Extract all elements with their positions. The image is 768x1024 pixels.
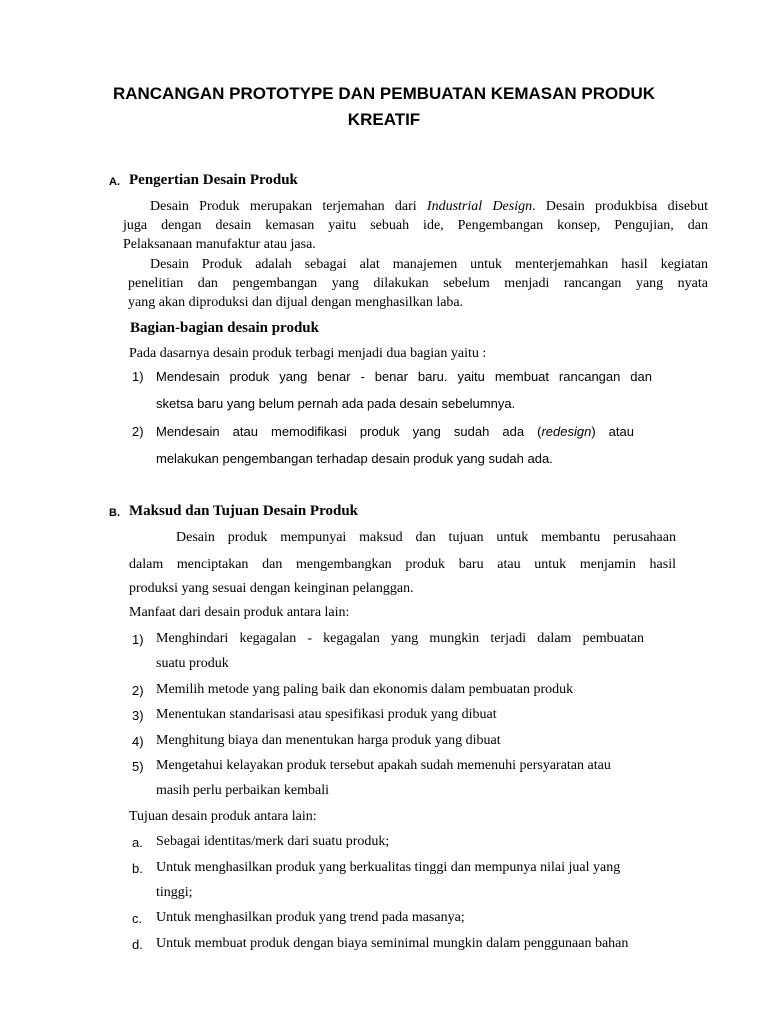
- manfaat-item-1-line2: suatu produk: [156, 656, 229, 671]
- tujuan-item-d: Untuk membuat produk dengan biaya seminimal mungkin dalam penggunaan bahan: [156, 936, 629, 951]
- section-a-intro: Pada dasarnya desain produk terbagi menjadi dua bagian yaitu :: [129, 346, 487, 361]
- section-a-p1-line3: Pelaksanaan manufaktur atau jasa.: [123, 237, 316, 252]
- list-marker: 2): [132, 683, 144, 698]
- document-title-line2: KREATIF: [347, 110, 421, 129]
- section-a-p2-line2: penelitian dan pengembangan yang dilakukan sebelum menjadi rancangan yang nyata: [128, 276, 708, 291]
- section-a-p1-line1: Desain Produk merupakan terjemahan dari Industrial Design. Desain produkbisa disebut: [150, 199, 709, 214]
- section-a-subheading: Bagian-bagian desain produk: [130, 320, 319, 336]
- manfaat-item-3: Menentukan standarisasi atau spesifikasi produk yang dibuat: [156, 707, 497, 722]
- list-marker: 1): [132, 369, 144, 384]
- section-a-p1-line2: juga dengan desain kemasan yaitu sebuah ide, Pengembangan konsep, Pengujian, dan: [123, 218, 708, 233]
- list-item-1-line1: Mendesain produk yang benar - benar baru. yaitu membuat rancangan dan: [156, 369, 652, 384]
- list-item-1-line2: sketsa baru yang belum pernah ada pada desain sebelumnya.: [156, 396, 516, 411]
- tujuan-item-b-line2: tinggi;: [156, 885, 193, 900]
- section-a-p2-line1: Desain Produk adalah sebagai alat manajemen untuk menterjemahkan hasil kegiatan: [150, 257, 708, 272]
- list-item-2-line2: melakukan pengembangan terhadap desain produk yang sudah ada.: [156, 451, 553, 466]
- manfaat-item-1-line1: Menghindari kegagalan - kegagalan yang mungkin terjadi dalam pembuatan: [156, 631, 644, 646]
- list-item-2-line1: Mendesain atau memodifikasi produk yang sudah ada (redesign) atau: [156, 424, 634, 439]
- manfaat-item-5-line1: Mengetahui kelayakan produk tersebut apakah sudah memenuhi persyaratan atau: [156, 758, 611, 773]
- list-marker: 4): [132, 734, 144, 749]
- tujuan-item-a: Sebagai identitas/merk dari suatu produk;: [156, 834, 390, 849]
- tujuan-intro: Tujuan desain produk antara lain:: [129, 809, 317, 824]
- list-marker: d.: [132, 937, 143, 952]
- list-marker: 3): [132, 708, 144, 723]
- section-b-heading: Maksud dan Tujuan Desain Produk: [129, 503, 358, 519]
- section-a-letter: A.: [109, 176, 120, 188]
- section-b-letter: B.: [109, 507, 120, 519]
- list-marker: 5): [132, 759, 144, 774]
- section-b-p1-line2: dalam menciptakan dan mengembangkan produk baru atau untuk menjamin hasil: [129, 557, 676, 572]
- list-marker: a.: [132, 835, 143, 850]
- section-b-p1-line1: Desain produk mempunyai maksud dan tujuan untuk membantu perusahaan: [176, 530, 676, 545]
- manfaat-intro: Manfaat dari desain produk antara lain:: [129, 605, 350, 620]
- section-b-p1-line3: produksi yang sesuai dengan keinginan pelanggan.: [129, 581, 414, 596]
- list-marker: b.: [132, 861, 143, 876]
- section-a-p2-line3: yang akan diproduksi dan dijual dengan menghasilkan laba.: [128, 295, 464, 310]
- manfaat-item-2: Memilih metode yang paling baik dan ekonomis dalam pembuatan produk: [156, 682, 574, 697]
- manfaat-item-5-line2: masih perlu perbaikan kembali: [156, 783, 329, 798]
- tujuan-item-b-line1: Untuk menghasilkan produk yang berkualitas tinggi dan mempunya nilai jual yang: [156, 860, 621, 875]
- list-marker: 2): [132, 424, 144, 439]
- section-a-heading: Pengertian Desain Produk: [129, 172, 298, 188]
- tujuan-item-c: Untuk menghasilkan produk yang trend pada masanya;: [156, 910, 465, 925]
- list-marker: 1): [132, 632, 144, 647]
- manfaat-item-4: Menghitung biaya dan menentukan harga produk yang dibuat: [156, 733, 501, 748]
- list-marker: c.: [132, 911, 143, 926]
- document-title-line1: RANCANGAN PROTOTYPE DAN PEMBUATAN KEMASAN PRODUK: [112, 84, 656, 103]
